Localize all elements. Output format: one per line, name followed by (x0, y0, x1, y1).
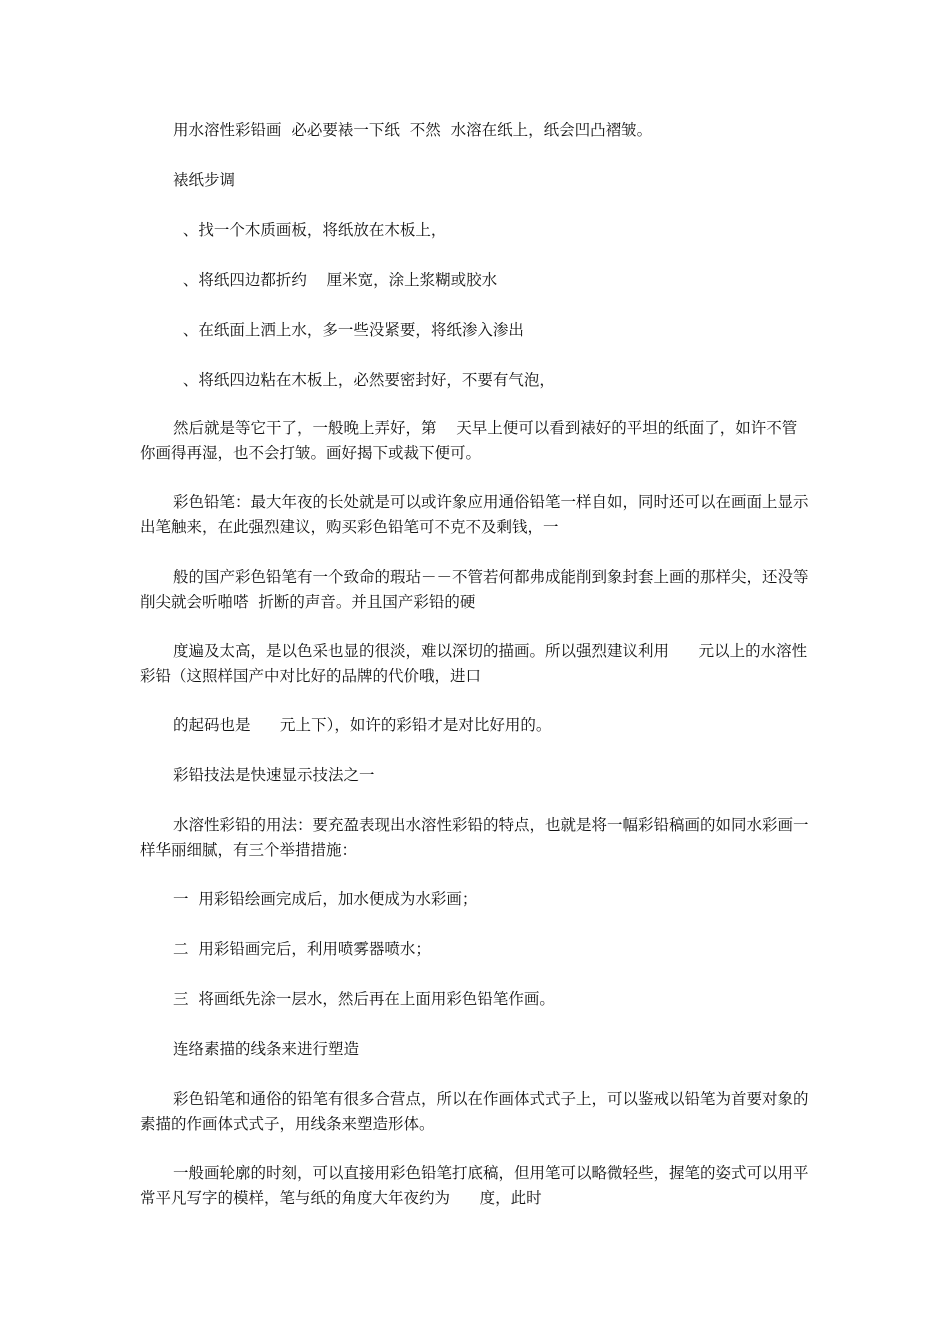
paragraph-intro: 用水溶性彩铅画 必必要裱一下纸 不然 水溶在纸上，纸会凹凸褶皱。 (173, 121, 653, 139)
heading-sketch-lines: 连络素描的线条来进行塑造 (173, 1040, 360, 1058)
step-3: 、在纸面上洒上水，多一些没紧要，将纸渗入渗出 (173, 321, 524, 339)
paragraph-domestic: 般的国产彩色铅笔有一个致命的瑕玷－－不管若何都弗成能削到象封套上画的那样尖，还没等削尖就会听啪嗒 折断的声音。并且国产彩铅的硬 (140, 568, 809, 611)
heading-techniques: 彩铅技法是快速显示技法之一 (173, 766, 375, 784)
step-1: 、找一个木质画板，将纸放在木板上， (173, 221, 447, 239)
method-3: 三 将画纸先涂一层水，然后再在上面用彩色铅笔作画。 (173, 990, 555, 1008)
method-1: 一 用彩铅绘画完成后，加水便成为水彩画； (173, 890, 478, 908)
paragraph-usage: 水溶性彩铅的用法：要充盈表现出水溶性彩铅的特点，也就是将一幅彩铅稿画的如同水彩画一样华丽细腻，有三个举措措施： (140, 816, 809, 859)
paragraph-outline: 一般画轮廓的时刻，可以直接用彩色铅笔打底稿，但用笔可以略微轻些，握笔的姿式可以用平常平凡写字的模样，笔与纸的角度大年夜约为 度，此时 (140, 1164, 809, 1207)
heading-mounting-steps: 裱纸步调 (173, 171, 236, 189)
paragraph-hardness: 度遍及太高，是以色采也显的很淡，难以深切的描画。所以强烈建议利用 元以上的水溶性彩铅（这照样国产中对比好的品牌的代价哦，进口 (140, 642, 808, 685)
paragraph-drying: 然后就是等它干了，一般晚上弄好，第 天早上便可以看到裱好的平坦的纸面了，如许不管你画得再湿，也不会打皱。画好揭下或裁下便可。 (140, 419, 798, 462)
step-2: 、将纸四边都折约 厘米宽，涂上浆糊或胶水 (173, 271, 498, 289)
paragraph-import: 的起码也是 元上下），如许的彩铅才是对比好用的。 (173, 716, 552, 734)
paragraph-color-pencil: 彩色铅笔：最大年夜的长处就是可以或许象应用通俗铅笔一样自如，同时还可以在画面上显示出笔触来，在此强烈建议，购买彩色铅笔可不克不及剩钱，一 (140, 493, 809, 536)
step-4: 、将纸四边粘在木板上，必然要密封好，不要有气泡， (173, 371, 555, 389)
method-2: 二 用彩铅画完后，利用喷雾器喷水； (173, 940, 431, 958)
paragraph-similarity: 彩色铅笔和通俗的铅笔有很多合营点，所以在作画体式式子上，可以鉴戒以铅笔为首要对象的素描的作画体式式子，用线条来塑造形体。 (140, 1090, 809, 1133)
